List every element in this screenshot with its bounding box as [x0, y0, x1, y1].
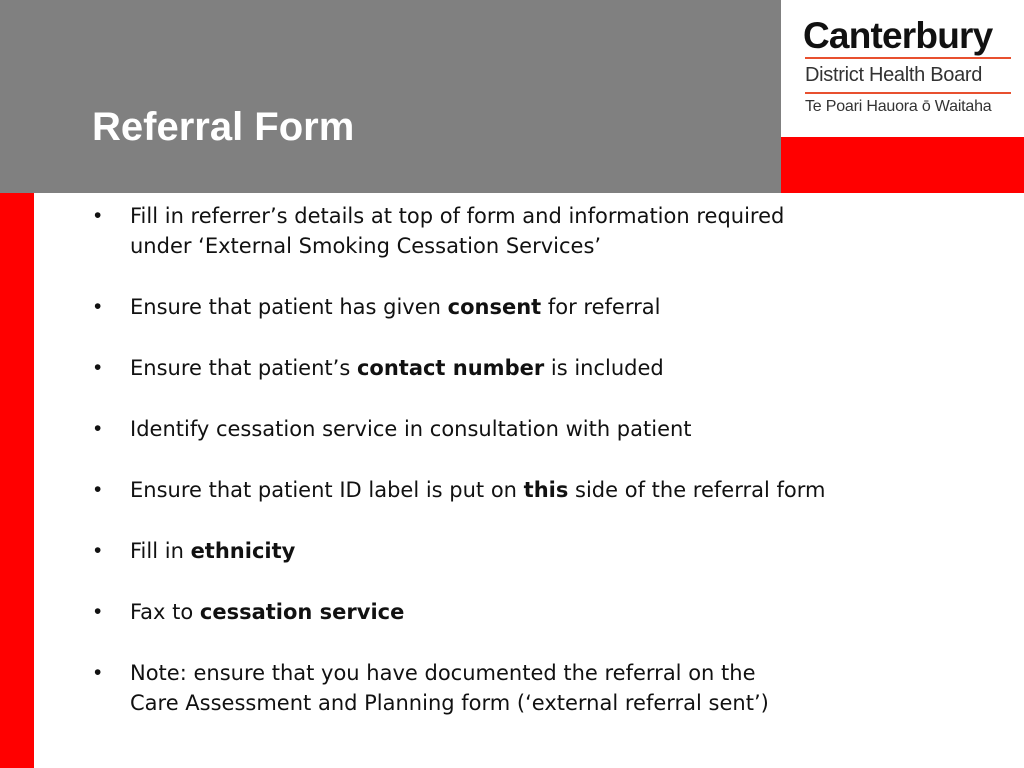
logo-divider-bottom: [805, 92, 1011, 94]
bullet-item: [94, 414, 944, 444]
bullet-item: [94, 536, 944, 566]
bullet-text-plain: Ensure that patient ID label is put on: [130, 478, 524, 502]
bullet-text: Identify cessation service in consultation with patient: [130, 417, 692, 441]
slide-title: Referral Form: [92, 105, 355, 149]
bullet-text: [130, 356, 664, 380]
bullet-dot: •: [94, 539, 102, 562]
bullet-dot: •: [94, 600, 102, 623]
bullet-dot: •: [94, 661, 102, 684]
bullet-text: [130, 204, 784, 258]
bullet-line: under ‘External Smoking Cessation Services’: [130, 234, 602, 258]
bullet-text-bold: ethnicity: [190, 539, 296, 563]
bullet-text: [130, 600, 404, 624]
bullet-dot: •: [94, 295, 102, 318]
bullet-text: [130, 539, 295, 563]
bullet-text: [130, 295, 660, 319]
bullet-item: [94, 658, 944, 718]
bullet-line: Care Assessment and Planning form (‘external referral sent’): [130, 691, 769, 715]
bullet-text-plain: for referral: [541, 295, 661, 319]
bullet-text-bold: consent: [447, 295, 542, 319]
bullet-line: Fill in referrer’s details at top of form and information required: [130, 204, 785, 228]
bullet-text-plain: is included: [544, 356, 664, 380]
bullet-item: [94, 292, 944, 322]
bullet-text-plain: side of the referral form: [568, 478, 826, 502]
logo-subtitle: District Health Board: [805, 64, 983, 86]
bullet-item: [94, 201, 944, 261]
header-band: [0, 0, 781, 193]
bullet-dot: •: [94, 356, 102, 379]
bullet-text-plain: Fax to: [130, 600, 200, 624]
bullet-dot: •: [94, 417, 102, 440]
logo-name: Canterbury: [803, 15, 993, 56]
bullet-text-plain: Ensure that patient has given: [130, 295, 448, 319]
bullet-text-bold: cessation service: [199, 600, 405, 624]
bullet-item: [94, 353, 944, 383]
bullet-text-plain: Ensure that patient’s: [130, 356, 357, 380]
left-accent-bar: [0, 193, 34, 768]
logo-maori-name: Te Poari Hauora ō Waitaha: [805, 98, 992, 115]
logo-red-block: [781, 137, 1024, 193]
logo-divider-top: [805, 57, 1011, 59]
bullet-list: [94, 201, 944, 749]
bullet-text: [130, 661, 769, 715]
bullet-item: [94, 475, 944, 505]
bullet-dot: •: [94, 478, 102, 501]
bullet-text-plain: Fill in: [130, 539, 191, 563]
bullet-dot: •: [94, 204, 102, 227]
bullet-text: [130, 478, 825, 502]
bullet-text-bold: this: [523, 478, 569, 502]
bullet-item: [94, 597, 944, 627]
bullet-line: Note: ensure that you have documented the referral on the: [130, 661, 756, 685]
bullet-text-bold: contact number: [356, 356, 545, 380]
